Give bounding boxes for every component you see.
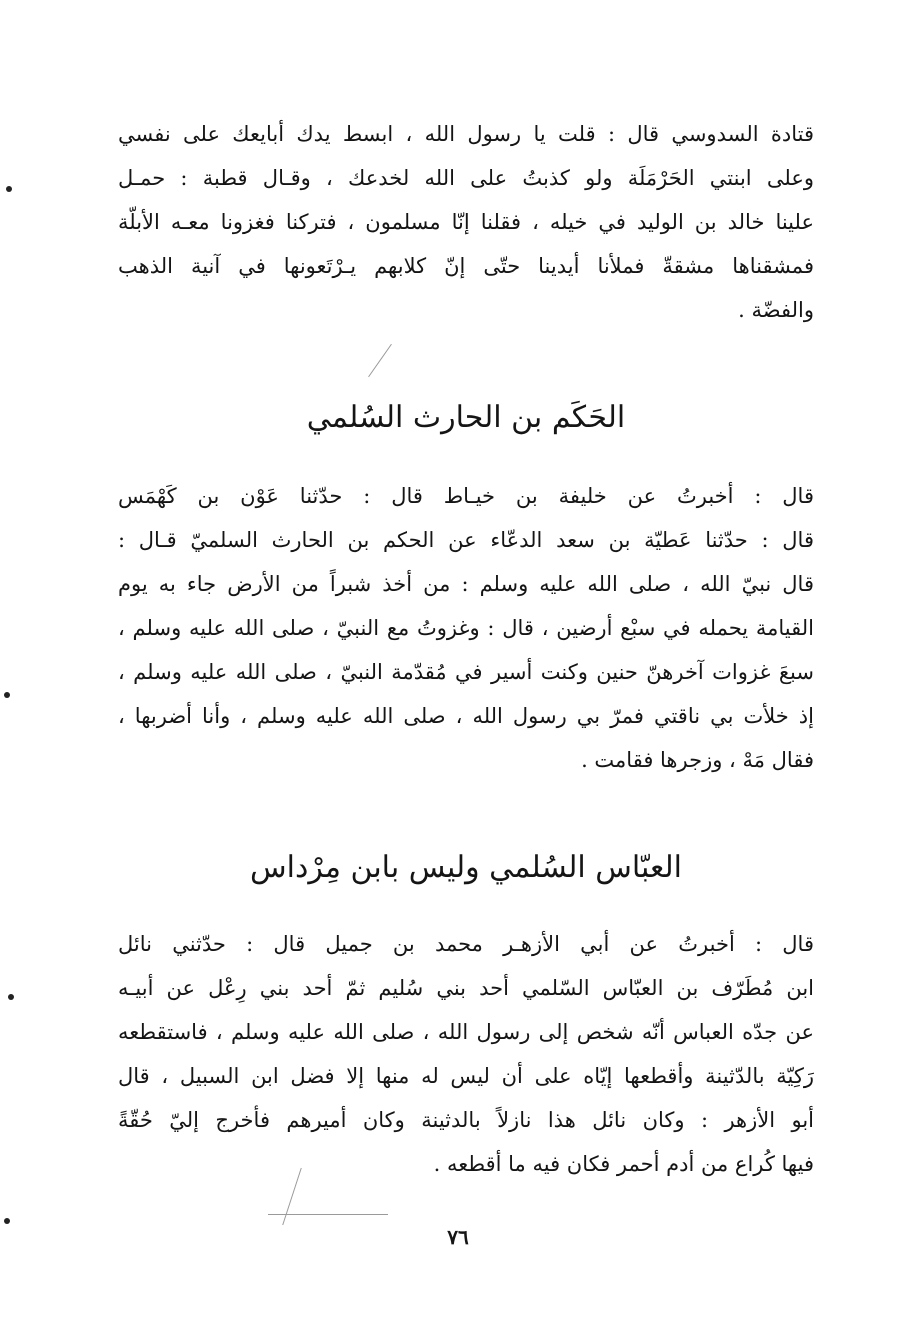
scan-mark bbox=[8, 994, 14, 1000]
text-line: علينا خالد بن الوليد في خيله ، فقلنا إنّا مسلمون ، فتركنا فغزونا معـه الأبلّة bbox=[118, 210, 814, 234]
text-line: وعلى ابنتي الحَرْمَلَة ولو كذبتُ على الله لخدعك ، وقـال قطبة : حمـل bbox=[118, 166, 814, 190]
text-line: رَكِيّة بالدّثينة وأقطعها إيّاه على أن ليس له منها إلا فضل ابن السبيل ، قال bbox=[118, 1064, 814, 1088]
text-line: قال : حدّثنا عَطيّة بن سعد الدعّاء عن الحكم بن الحارث السلميّ قـال : bbox=[118, 528, 814, 552]
text-line: ابن مُطَرّف بن العبّاس السّلمي أحد بني سُليم ثمّ أحد بني رِعْل عن أبيـه bbox=[118, 976, 814, 1000]
paragraph-hakam bbox=[118, 474, 814, 782]
text-line: قال : أخبرتُ عن خليفة بن خيـاط قال : حدّثنا عَوْن بن كَهْمَس bbox=[118, 484, 814, 508]
section-title-hakam: الحَكَم بن الحارث السُلمي bbox=[306, 400, 626, 435]
text-line: فمشقناها مشقةّ فملأنا أيدينا حتّى إنّ كلابهم يـرْتَعونها في آنية الذهب bbox=[118, 254, 814, 278]
paragraph-abbas bbox=[118, 922, 814, 1186]
text-line: قال : أخبرتُ عن أبي الأزهـر محمد بن جميل قال : حدّثني نائل bbox=[118, 932, 814, 956]
scan-mark bbox=[4, 692, 10, 698]
text-line: أبو الأزهر : وكان نائل هذا نازلاً بالدثينة وكان أميرهم فأخرج إليّ حُقّةً bbox=[118, 1108, 814, 1132]
pencil-scratch bbox=[368, 344, 392, 377]
section-title-abbas: العبّاس السُلمي وليس بابن مِرْداس bbox=[250, 850, 682, 885]
text-line: إذ خلأت بي ناقتي فمرّ بي رسول الله ، صلى الله عليه وسلم ، وأنا أضربها ، bbox=[118, 704, 814, 728]
text-line: عن جدّه العباس أنّه شخص إلى رسول الله ، صلى الله عليه وسلم ، فاستقطعه bbox=[118, 1020, 814, 1044]
page-number: ٧٦ bbox=[447, 1225, 469, 1249]
text-line: قتادة السدوسي قال : قلت يا رسول الله ، ابسط يدك أبايعك على نفسي bbox=[118, 122, 814, 146]
text-line: سبعَ غزوات آخرهنّ حنين وكنت أسير في مُقدّمة النبيّ ، صلى الله عليه وسلم ، bbox=[118, 660, 814, 684]
paragraph-qatada bbox=[118, 112, 814, 332]
text-line: والفضّة . bbox=[738, 298, 814, 322]
text-line: القيامة يحمله في سبْع أرضين ، قال : وغزوتُ مع النبيّ ، صلى الله عليه وسلم ، bbox=[118, 616, 814, 640]
text-line: قال نبيّ الله ، صلى الله عليه وسلم : من أخذ شبراً من الأرض جاء به يوم bbox=[118, 572, 814, 596]
scan-mark bbox=[4, 1218, 10, 1224]
text-line: فقال مَهْ ، وزجرها فقامت . bbox=[581, 748, 814, 772]
scan-mark bbox=[6, 186, 12, 192]
text-line: فيها كُراع من أدم أحمر فكان فيه ما أقطعه . bbox=[433, 1152, 814, 1176]
